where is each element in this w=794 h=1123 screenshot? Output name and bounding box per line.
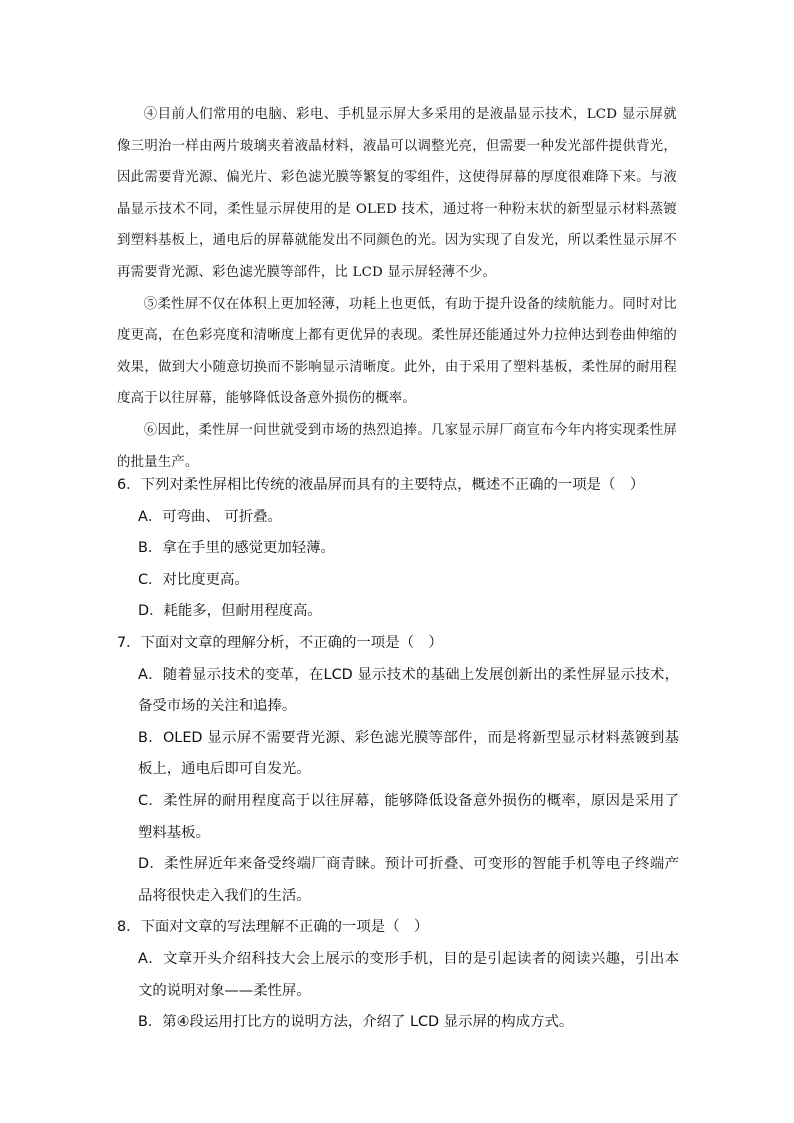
- reading-passage: [117, 99, 677, 478]
- option-list: [117, 944, 679, 1039]
- question-7: [117, 628, 679, 912]
- question-6: [117, 470, 679, 628]
- paragraph-5: ⑤柔性屏不仅在体积上更加轻薄，功耗上也更低，有助于提升设备的续航能力。同时对比度更高，在色彩亮度和清晰度上都有更优异的表现。柔性屏还能通过外力拉伸达到卷曲伸缩的效果，做到大小随意切换而不影响显示清晰度。此外，由于采用了塑料基板，柔性屏的耐用程度高于以往屏幕，能够降低设备意外损伤的概率。: [117, 296, 677, 407]
- option-d[interactable]: D．耗能多，但耐用程度高。: [138, 603, 322, 620]
- question-stem: 6．下列对柔性屏相比传统的液晶屏而具有的主要特点，概述不正确的一项是（ ）: [117, 477, 645, 493]
- option-c[interactable]: C．柔性屏的耐用程度高于以往屏幕，能够降低设备意外损伤的概率，原因是采用了塑料基板。: [138, 792, 679, 841]
- option-list: [117, 502, 679, 628]
- option-a[interactable]: A．随着显示技术的变革，在LCD 显示技术的基础上发展创新出的柔性屏显示技术，备受市场的关注和追捧。: [138, 666, 679, 715]
- question-list: [117, 470, 679, 1039]
- question-stem: 8．下面对文章的写法理解不正确的一项是（ ）: [117, 919, 429, 936]
- option-c[interactable]: C．对比度更高。: [138, 571, 249, 588]
- option-a[interactable]: A．文章开头介绍科技大会上展示的变形手机，目的是引起读者的阅读兴趣，引出本文的说明对象——柔性屏。: [138, 950, 679, 999]
- option-b[interactable]: B．OLED 显示屏不需要背光源、彩色滤光膜等部件，而是将新型显示材料蒸镀到基板上，通电后即可自发光。: [138, 729, 679, 778]
- option-b[interactable]: B．第④段运用打比方的说明方法，介绍了 LCD 显示屏的构成方式。: [138, 1014, 574, 1031]
- option-a[interactable]: A．可弯曲、 可折叠。: [138, 508, 282, 525]
- question-stem: 7．下面对文章的理解分析，不正确的一项是（ ）: [117, 634, 443, 651]
- paragraph-6: ⑥因此，柔性屏一问世就受到市场的热烈追捧。几家显示屏厂商宣布今年内将实现柔性屏的批量生产。: [117, 422, 677, 470]
- question-8: [117, 912, 679, 1038]
- option-list: [117, 660, 679, 913]
- option-d[interactable]: D．柔性屏近年来备受终端厂商青睐。预计可折叠、可变形的智能手机等电子终端产品将很快走入我们的生活。: [138, 856, 679, 904]
- option-b[interactable]: B．拿在手里的感觉更加轻薄。: [138, 540, 335, 557]
- paragraph-4: ④目前人们常用的电脑、彩电、手机显示屏大多采用的是液晶显示技术，LCD 显示屏就像三明治一样由两片玻璃夹着液晶材料，液晶可以调整光亮，但需要一种发光部件提供背光，因此需要背光源、偏光片、彩色滤光膜等繁复的零组件，这使得屏幕的厚度很难降下来。与液晶显示技术不同，柔性显示屏使用的是 OLED 技术，通过将一种粉末状的新型显示材料蒸镀到塑料基板上，通电后的屏幕就能发出不同颜色的光。因为实现了自发光，所以柔性显示屏不再需要背光源、彩色滤光膜等部件，比 LCD 显示屏轻薄不少。: [117, 107, 677, 280]
